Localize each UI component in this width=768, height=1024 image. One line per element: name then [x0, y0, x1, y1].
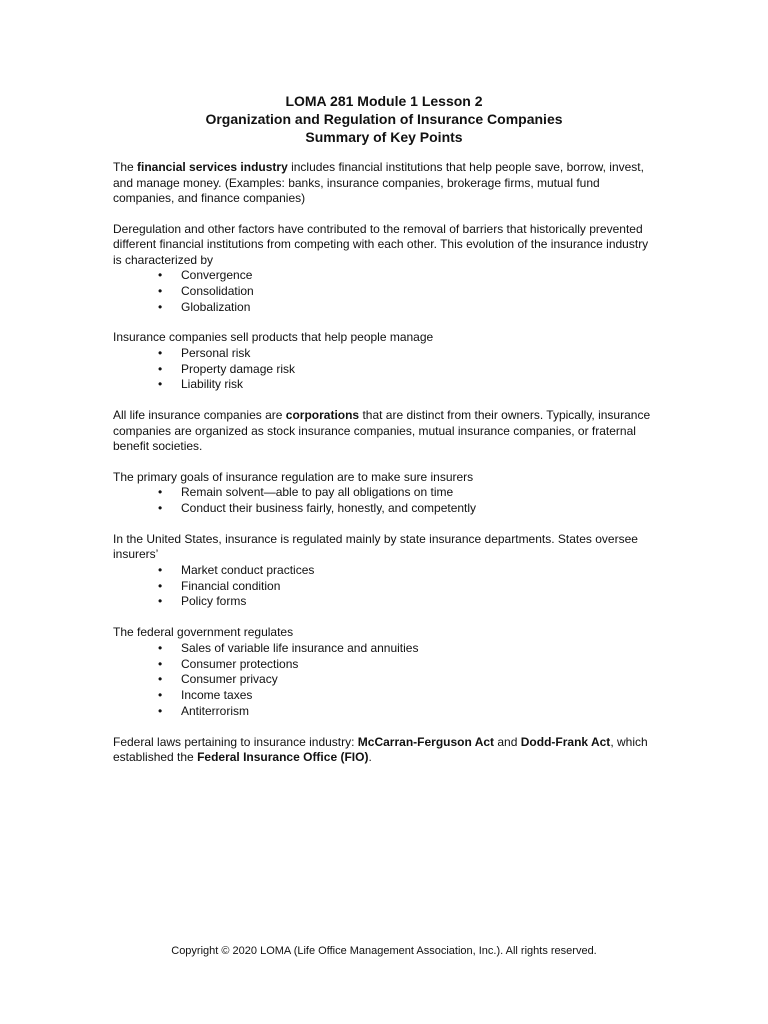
list-item	[113, 657, 658, 673]
paragraph-regulation-goals: The primary goals of insurance regulation are to make sure insurers	[113, 469, 474, 484]
list-item	[113, 672, 658, 688]
list-item-text: Consumer protections	[181, 656, 299, 671]
bullet-list-state-oversight	[113, 563, 658, 610]
list-item-text: Conduct their business fairly, honestly, and competently	[181, 501, 477, 516]
list-item-text: Market conduct practices	[181, 562, 315, 577]
list-item	[113, 346, 658, 362]
text: that are distinct from their owners. Typically, insurance companies are organized as stock insurance companies, mutual insurance companies, or fraternal benefit societies.	[113, 408, 651, 454]
paragraph-state-regulation: In the United States, insurance is regulated mainly by state insurance departments. States oversee insurers’	[113, 531, 638, 562]
bold-term: McCarran-Ferguson Act	[357, 734, 495, 749]
list-item-text: Sales of variable life insurance and annuities	[181, 640, 419, 655]
list-item-text: Liability risk	[181, 377, 244, 392]
paragraph-corporations	[113, 408, 658, 455]
document-body	[113, 160, 658, 781]
bullet-icon: •	[158, 345, 163, 360]
bullet-icon: •	[158, 361, 163, 376]
text: The	[113, 160, 138, 174]
bullet-list-risks	[113, 346, 658, 393]
bullet-icon: •	[158, 377, 163, 392]
bullet-list-industry-evolution	[113, 268, 658, 315]
bold-term: financial services industry	[137, 160, 288, 174]
paragraph-federal-laws	[113, 735, 658, 766]
list-item	[113, 377, 658, 393]
bullet-icon: •	[158, 299, 163, 314]
list-item-text: Convergence	[181, 268, 253, 282]
title-line-3: Summary of Key Points	[305, 129, 463, 145]
list-item	[113, 579, 658, 595]
list-item-text: Personal risk	[181, 345, 251, 360]
list-item-text: Consumer privacy	[181, 672, 278, 687]
paragraph-deregulation: Deregulation and other factors have contributed to the removal of barriers that historically prevented different financial institutions from competing with each other. This evolution of the insurance industry is characterized by	[113, 221, 649, 267]
list-item	[113, 641, 658, 657]
bullet-icon: •	[158, 578, 163, 593]
bullet-icon: •	[158, 485, 163, 500]
list-item	[113, 485, 658, 501]
list-item-text: Antiterrorism	[181, 703, 250, 718]
bullet-icon: •	[158, 501, 163, 516]
paragraph-federal-regulation: The federal government regulates	[113, 625, 294, 640]
list-item-text: Consolidation	[181, 283, 254, 298]
text: includes financial institutions that help people save, borrow, invest, and manage money. (Examples: banks, insurance companies, brokerage firms, mutual fund companies, and finance companies)	[113, 160, 644, 205]
bullet-icon: •	[158, 703, 163, 718]
list-item	[113, 688, 658, 704]
paragraph-products: Insurance companies sell products that help people manage	[113, 330, 434, 345]
list-item	[113, 268, 658, 284]
list-item-text: Income taxes	[181, 688, 253, 703]
list-item	[113, 284, 658, 300]
bullet-icon: •	[158, 268, 163, 282]
text: , which established the	[113, 734, 648, 765]
bullet-icon: •	[158, 672, 163, 687]
text: .	[368, 750, 372, 765]
copyright-footer: Copyright © 2020 LOMA (Life Office Management Association, Inc.). All rights reserved.	[171, 945, 597, 957]
list-item-text: Globalization	[181, 299, 251, 314]
list-item	[113, 704, 658, 720]
list-item	[113, 563, 658, 579]
bullet-icon: •	[158, 640, 163, 655]
list-item	[113, 300, 658, 316]
list-item-text: Property damage risk	[181, 361, 296, 376]
text: and	[494, 734, 521, 749]
bold-term: Federal Insurance Office (FIO)	[197, 750, 369, 765]
list-item	[113, 594, 658, 610]
bold-term: Dodd-Frank Act	[520, 734, 611, 749]
list-item	[113, 501, 658, 517]
bullet-list-regulation-goals	[113, 485, 658, 517]
bullet-icon: •	[158, 562, 163, 577]
bullet-icon: •	[158, 283, 163, 298]
text: Federal laws pertaining to insurance industry:	[113, 734, 358, 749]
text: All life insurance companies are	[113, 408, 286, 423]
title-line-1: LOMA 281 Module 1 Lesson 2	[285, 93, 483, 109]
paragraph-financial-services	[113, 160, 658, 207]
document-title	[0, 92, 768, 146]
bullet-icon: •	[158, 594, 163, 609]
list-item-text: Policy forms	[181, 594, 247, 609]
bullet-icon: •	[158, 688, 163, 703]
bullet-list-federal-oversight	[113, 641, 658, 720]
list-item-text: Financial condition	[181, 578, 281, 593]
bold-term: corporations	[285, 408, 360, 423]
bullet-icon: •	[158, 656, 163, 671]
list-item	[113, 362, 658, 378]
list-item-text: Remain solvent—able to pay all obligations on time	[181, 485, 454, 500]
title-line-2: Organization and Regulation of Insurance Companies	[205, 111, 563, 127]
